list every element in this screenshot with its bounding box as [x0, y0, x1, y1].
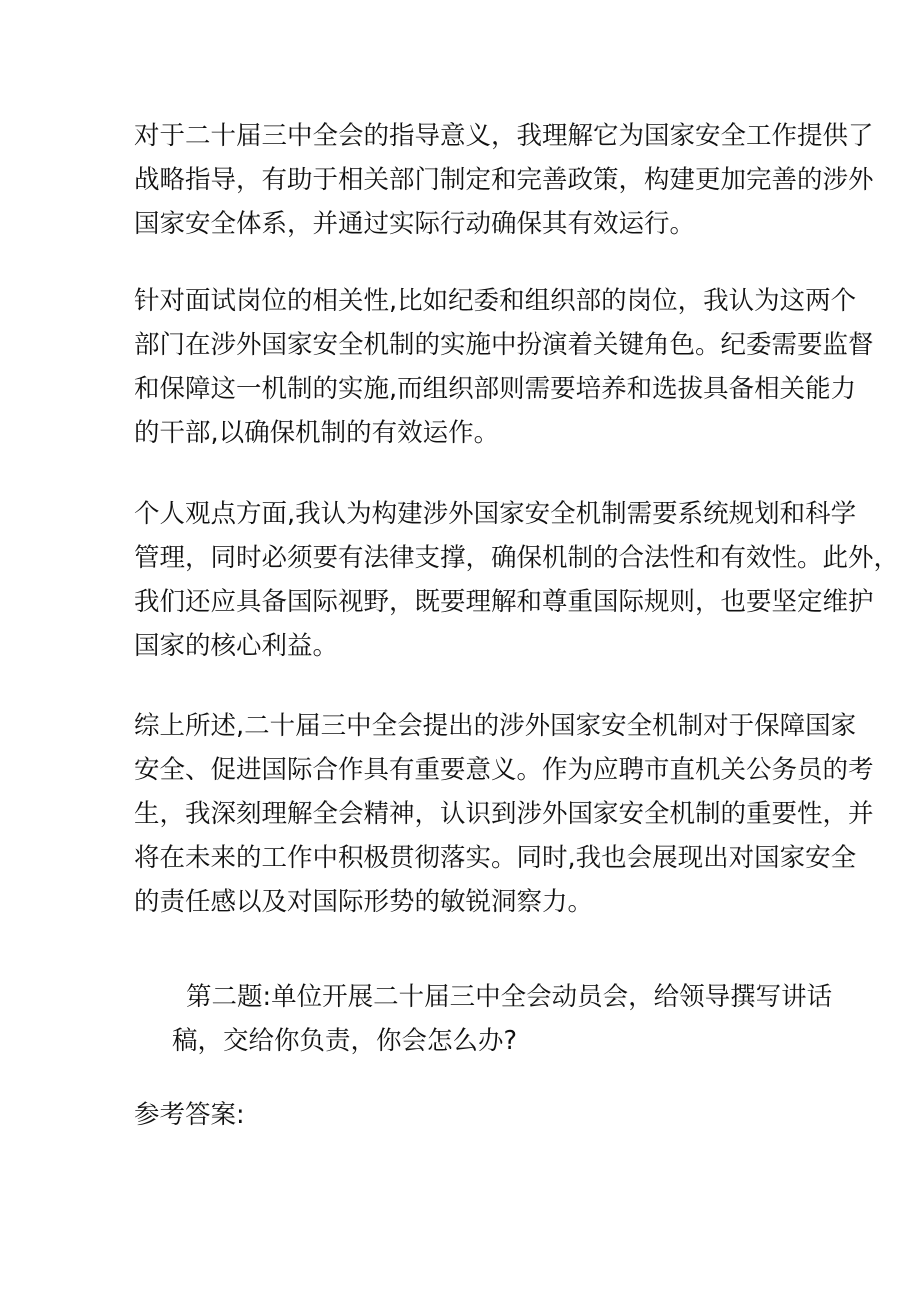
- paragraph-4: [134, 704, 874, 924]
- text-line: 和保障这一机制的实施,而组织部则需要培养和选拔具备相关能力: [134, 374, 857, 404]
- text-line: 管理，同时必须要有法律支撑，确保机制的合法性和有效性。此外，: [134, 543, 900, 573]
- paragraph-1: [134, 114, 874, 246]
- text-line: 的干部,以确保机制的有效运作。: [134, 418, 500, 448]
- text-line: 部门在涉外国家安全机制的实施中扮演着关键角色。纪委需要监督: [134, 330, 874, 360]
- text-line: 战略指导，有助于相关部门制定和完善政策，构建更加完善的涉外: [134, 165, 874, 195]
- text-line: 安全、促进国际合作具有重要意义。作为应聘市直机关公务员的考: [134, 755, 874, 785]
- text-line: 个人观点方面,我认为构建涉外国家安全机制需要系统规划和科学: [134, 499, 857, 529]
- text-line: 对于二十届三中全会的指导意义，我理解它为国家安全工作提供了: [134, 121, 874, 151]
- text-line: 第二题:单位开展二十届三中全会动员会，给领导撰写讲话: [186, 982, 833, 1012]
- text-line: 我们还应具备国际视野，既要理解和尊重国际规则，也要坚定维护: [134, 587, 874, 617]
- text-line: 生，我深刻理解全会精神，认识到涉外国家安全机制的重要性，并: [134, 799, 874, 829]
- text-line: 国家的核心利益。: [134, 631, 339, 661]
- text-line: 国家安全体系，并通过实际行动确保其有效运行。: [134, 209, 696, 239]
- text-line: 综上所述,二十届三中全会提出的涉外国家安全机制对于保障国家: [134, 711, 857, 741]
- question-heading: [172, 975, 833, 1063]
- text-line: 参考答案:: [134, 1100, 245, 1130]
- text-line: 稿，交给你负责，你会怎么办?: [172, 1026, 518, 1056]
- paragraph-3: [134, 492, 900, 668]
- paragraph-2: [134, 279, 874, 455]
- text-line: 的责任感以及对国际形势的敏锐洞察力。: [134, 887, 594, 917]
- text-line: 将在未来的工作中积极贯彻落实。同时,我也会展现出对国家安全: [134, 843, 857, 873]
- text-line: 针对面试岗位的相关性,比如纪委和组织部的岗位，我认为这两个: [134, 286, 857, 316]
- answer-label: [134, 1093, 794, 1137]
